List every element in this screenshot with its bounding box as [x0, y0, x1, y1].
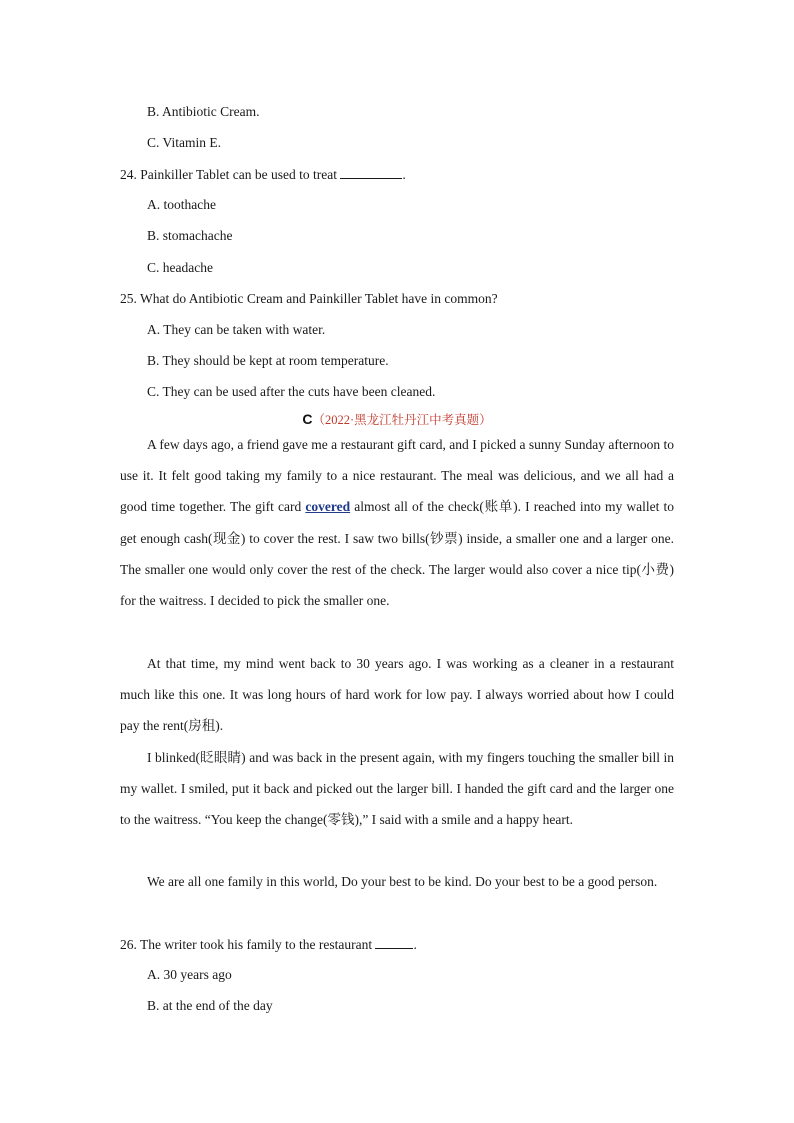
paragraph-1-text-b: almost all of the check(账单). I reached into my wallet to get enough cash(现金) to cover the rest. I saw two bills(钞票) inside, a smaller one and a larger one. The smaller one would only cover the rest of the check. The larger would also cover a nice tip(小费) for the waitress. I decided to pick the smaller one.: [120, 499, 674, 609]
q23-option-b: B. Antibiotic Cream.: [147, 104, 260, 119]
question-24: [120, 166, 406, 183]
passage-paragraph-3: I blinked(眨眼睛) and was back in the present again, with my fingers touching the smaller bill in my wallet. I smiled, put it back and picked out the larger bill. I handed the gift card and the larger one to the waitress. “You keep the change(零钱),” I said with a smile and a happy heart.: [120, 750, 674, 828]
q25-option-c: C. They can be used after the cuts have been cleaned.: [147, 384, 436, 399]
q26-option-b: B. at the end of the day: [147, 998, 273, 1013]
section-source: （2022·黑龙江牡丹江中考真题）: [312, 413, 492, 427]
passage-paragraph-1: [120, 429, 674, 616]
question-24-stem: 24. Painkiller Tablet can be used to treat: [120, 167, 337, 182]
answer-blank: [340, 166, 402, 179]
question-24-period: .: [402, 167, 406, 182]
question-26-period: .: [413, 937, 417, 952]
section-c-heading: [0, 410, 794, 430]
q25-option-b: B. They should be kept at room temperature.: [147, 353, 389, 368]
paragraph-1-text-a: A few days ago, a friend gave me a restaurant gift card, and I picked a sunny Sunday afternoon to use it. It felt good taking my family to a nice restaurant. The meal was delicious, and we all had a good time together. The gift card: [120, 437, 674, 515]
q25-option-a: A. They can be taken with water.: [147, 322, 326, 337]
passage-paragraph-2: At that time, my mind went back to 30 years ago. I was working as a cleaner in a restaurant much like this one. It was long hours of hard work for low pay. I always worried about how I could pay the rent(房租).: [120, 656, 674, 734]
q24-option-b: B. stomachache: [147, 228, 233, 243]
answer-blank: [375, 936, 413, 949]
passage-paragraph-4: We are all one family in this world, Do your best to be kind. Do your best to be a good person.: [147, 874, 658, 889]
question-25: 25. What do Antibiotic Cream and Painkiller Tablet have in common?: [120, 291, 498, 306]
q26-option-a: A. 30 years ago: [147, 967, 232, 982]
keyword-covered: covered: [305, 499, 351, 515]
q23-option-c: C. Vitamin E.: [147, 135, 221, 150]
q24-option-a: A. toothache: [147, 197, 216, 212]
question-26-stem: 26. The writer took his family to the restaurant: [120, 937, 373, 952]
section-letter: C: [302, 411, 313, 427]
question-26: [120, 936, 417, 953]
q24-option-c: C. headache: [147, 260, 213, 275]
